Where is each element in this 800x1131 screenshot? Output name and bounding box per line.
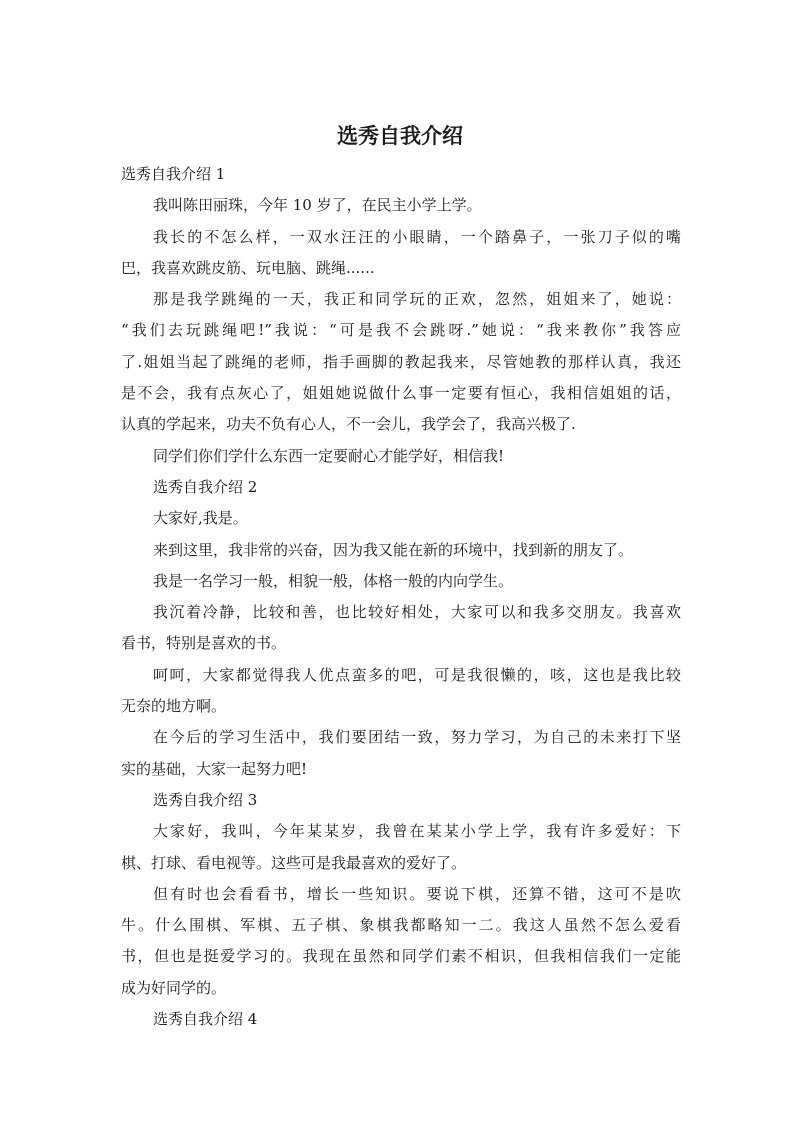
paragraph-line: 我长的不怎么样，一双水汪汪的小眼睛，一个踏鼻子，一张刀子似的嘴	[153, 227, 681, 246]
paragraph-line: 在今后的学习生活中，我们要团结一致，努力学习，为自己的未来打下坚	[153, 728, 681, 747]
paragraph-line: 我是一名学习一般，相貌一般，体格一般的内向学生。	[153, 571, 514, 590]
paragraph-line: “我们去玩跳绳吧!”我说：“可是我不会跳呀.”她说：“我来教你”我答应	[121, 321, 681, 340]
paragraph-line: 我沉着冷静，比较和善，也比较好相处，大家可以和我多交朋友。我喜欢	[153, 603, 681, 622]
paragraph-line: 实的基础，大家一起努力吧!	[121, 759, 308, 778]
section-heading: 选秀自我介绍 1	[121, 165, 226, 183]
paragraph-line: 我叫陈田丽珠，今年 10 岁了，在民主小学上学。	[153, 196, 482, 215]
document-body	[121, 159, 681, 1035]
paragraph-line: 呵呵，大家都觉得我人优点蛮多的吧，可是我很懒的，咳，这也是我比较	[153, 665, 681, 684]
paragraph-line: 看书，特别是喜欢的书。	[121, 634, 287, 653]
paragraph-line: 书，但也是挺爱学习的。我现在虽然和同学们素不相识，但我相信我们一定能	[121, 947, 681, 966]
paragraph-line: 无奈的地方啊。	[121, 697, 227, 716]
paragraph-line: 牛。什么围棋、军棋、五子棋、象棋我都略知一二。我这人虽然不怎么爱看	[121, 916, 681, 935]
paragraph-line: 了.姐姐当起了跳绳的老师，指手画脚的教起我来，尽管她教的那样认真，我还	[121, 352, 681, 371]
paragraph-line: 大家好，我叫，今年某某岁，我曾在某某小学上学，我有许多爱好：下	[153, 822, 681, 841]
paragraph-line: 大家好,我是。	[153, 509, 248, 528]
paragraph-line: 来到这里，我非常的兴奋，因为我又能在新的环境中，找到新的朋友了。	[153, 540, 634, 559]
paragraph-line: 是不会，我有点灰心了，姐姐她说做什么事一定要有恒心，我相信姐姐的话，	[121, 384, 681, 403]
paragraph-line: 成为好同学的。	[121, 978, 227, 997]
section-heading: 选秀自我介绍 2	[153, 477, 258, 496]
section-heading: 选秀自我介绍 4	[153, 1010, 258, 1029]
document-title: 选秀自我介绍	[337, 124, 463, 148]
paragraph-line: 棋、打球、看电视等。这些可是我最喜欢的爱好了。	[121, 853, 467, 872]
paragraph-line: 认真的学起来，功夫不负有心人，不一会儿，我学会了，我高兴极了.	[121, 415, 576, 434]
paragraph-line: 但有时也会看看书，增长一些知识。要说下棋，还算不错，这可不是吹	[153, 884, 681, 903]
paragraph-line: 那是我学跳绳的一天，我正和同学玩的正欢，忽然，姐姐来了，她说：	[153, 290, 681, 309]
paragraph-line: 巴，我喜欢跳皮筋、玩电脑、跳绳......	[121, 258, 375, 277]
paragraph-line: 同学们你们学什么东西一定要耐心才能学好，相信我!	[153, 446, 505, 465]
section-heading: 选秀自我介绍 3	[153, 790, 258, 809]
